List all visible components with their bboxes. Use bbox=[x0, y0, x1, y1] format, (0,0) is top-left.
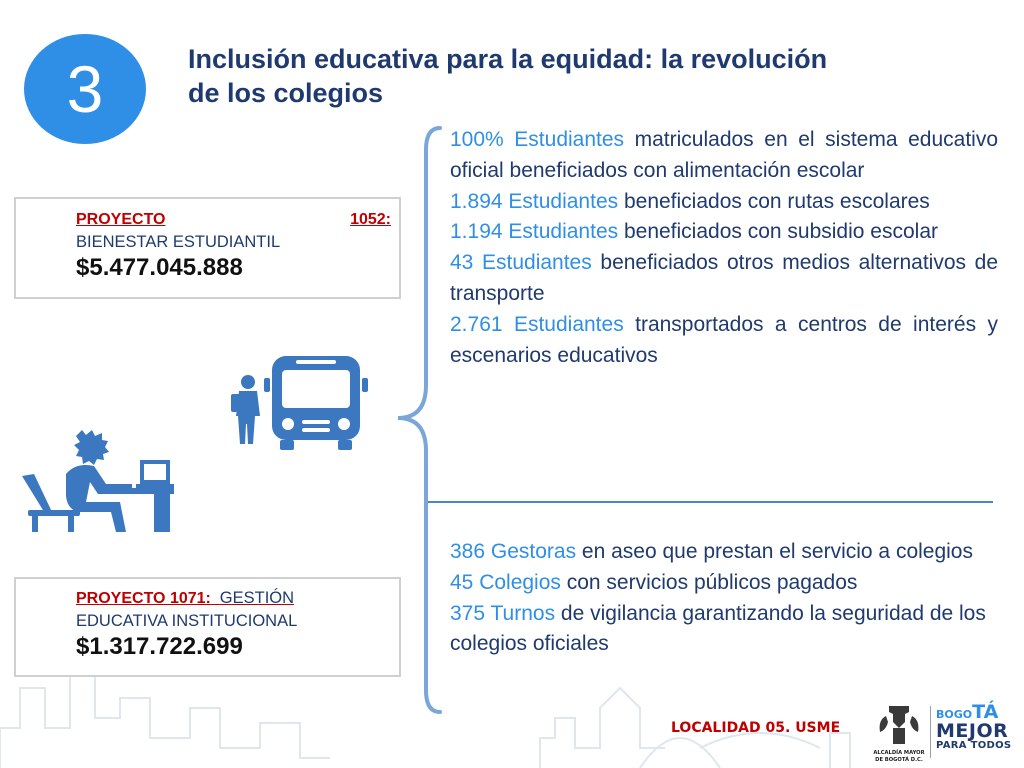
stat-text: en aseo que prestan el servicio a colegios bbox=[576, 540, 973, 563]
project-1071-name-rest: EDUCATIVA INSTITUCIONAL bbox=[76, 612, 298, 630]
person-at-computer-icon bbox=[20, 428, 175, 533]
bogota-crest-logo bbox=[872, 702, 926, 764]
crest-text-line1: ALCALDÍA MAYOR bbox=[873, 750, 925, 756]
stat-text: beneficiados con subsidio escolar bbox=[618, 220, 938, 244]
stat-item bbox=[450, 568, 1010, 599]
school-bus-icon bbox=[226, 352, 372, 452]
stat-item bbox=[450, 248, 998, 310]
stat-highlight: 2.761 Estudiantes bbox=[450, 312, 624, 336]
project-1071-box bbox=[14, 577, 401, 677]
stat-text: beneficiados otros medios alternativos de transporte bbox=[450, 251, 998, 305]
stat-item bbox=[450, 187, 998, 218]
page-title: Inclusión educativa para la equidad: la revolución de los colegios bbox=[188, 44, 828, 108]
section-number-badge: 3 bbox=[24, 34, 146, 144]
project-1052-label-number: 1052: bbox=[350, 211, 391, 228]
locality-label: LOCALIDAD 05. USME bbox=[671, 720, 841, 736]
stat-text: beneficiados con rutas escolares bbox=[618, 189, 930, 213]
project-1071-label-line bbox=[76, 587, 391, 610]
stat-item bbox=[450, 310, 998, 372]
logo-mejor: MEJOR bbox=[936, 720, 1009, 742]
stat-highlight: 45 Colegios bbox=[450, 570, 561, 594]
project-1071-name-inline: GESTIÓN bbox=[219, 589, 295, 607]
project-1071-stats bbox=[450, 537, 1010, 660]
stat-item bbox=[450, 217, 998, 248]
project-1052-name: BIENESTAR ESTUDIANTIL bbox=[76, 233, 281, 251]
stat-item bbox=[450, 599, 1010, 661]
stat-text: matriculados en el sistema educativo oficial beneficiados con alimentación escolar bbox=[450, 128, 998, 182]
stat-highlight: 1.194 Estudiantes bbox=[450, 220, 619, 244]
logo-ta: TÁ bbox=[972, 701, 999, 723]
stat-text: con servicios públicos pagados bbox=[560, 570, 858, 594]
stat-item bbox=[450, 537, 1010, 568]
logo-bogo: BOGO bbox=[936, 708, 973, 721]
project-1071-label: PROYECTO 1071: bbox=[76, 590, 211, 607]
project-1052-stats bbox=[450, 125, 998, 371]
stat-highlight: 1.894 Estudiantes bbox=[450, 189, 619, 213]
logo-separator bbox=[930, 706, 931, 758]
stat-highlight: 375 Turnos bbox=[450, 601, 556, 625]
stat-highlight: 43 Estudiantes bbox=[450, 251, 592, 275]
logo-para-todos: PARA TODOS bbox=[936, 740, 1012, 751]
stat-text: transportados a centros de interés y escenarios educativos bbox=[450, 312, 998, 367]
stat-highlight: 100% Estudiantes bbox=[450, 128, 625, 151]
stat-highlight: 386 Gestoras bbox=[450, 540, 577, 563]
project-1052-label-word: PROYECTO bbox=[76, 211, 166, 228]
curly-brace-connector bbox=[388, 120, 448, 720]
project-1052-label bbox=[76, 209, 391, 231]
section-divider bbox=[428, 501, 993, 503]
project-1052-amount: $5.477.045.888 bbox=[76, 254, 243, 281]
project-1052-box bbox=[14, 197, 401, 299]
project-1071-amount: $1.317.722.699 bbox=[76, 633, 243, 660]
stat-text: de vigilancia garantizando la seguridad de los colegios oficiales bbox=[450, 601, 986, 656]
crest-text-line2: DE BOGOTÁ D.C. bbox=[875, 757, 923, 763]
stat-item bbox=[450, 125, 998, 187]
bogota-mejor-para-todos-logo bbox=[936, 703, 1020, 751]
